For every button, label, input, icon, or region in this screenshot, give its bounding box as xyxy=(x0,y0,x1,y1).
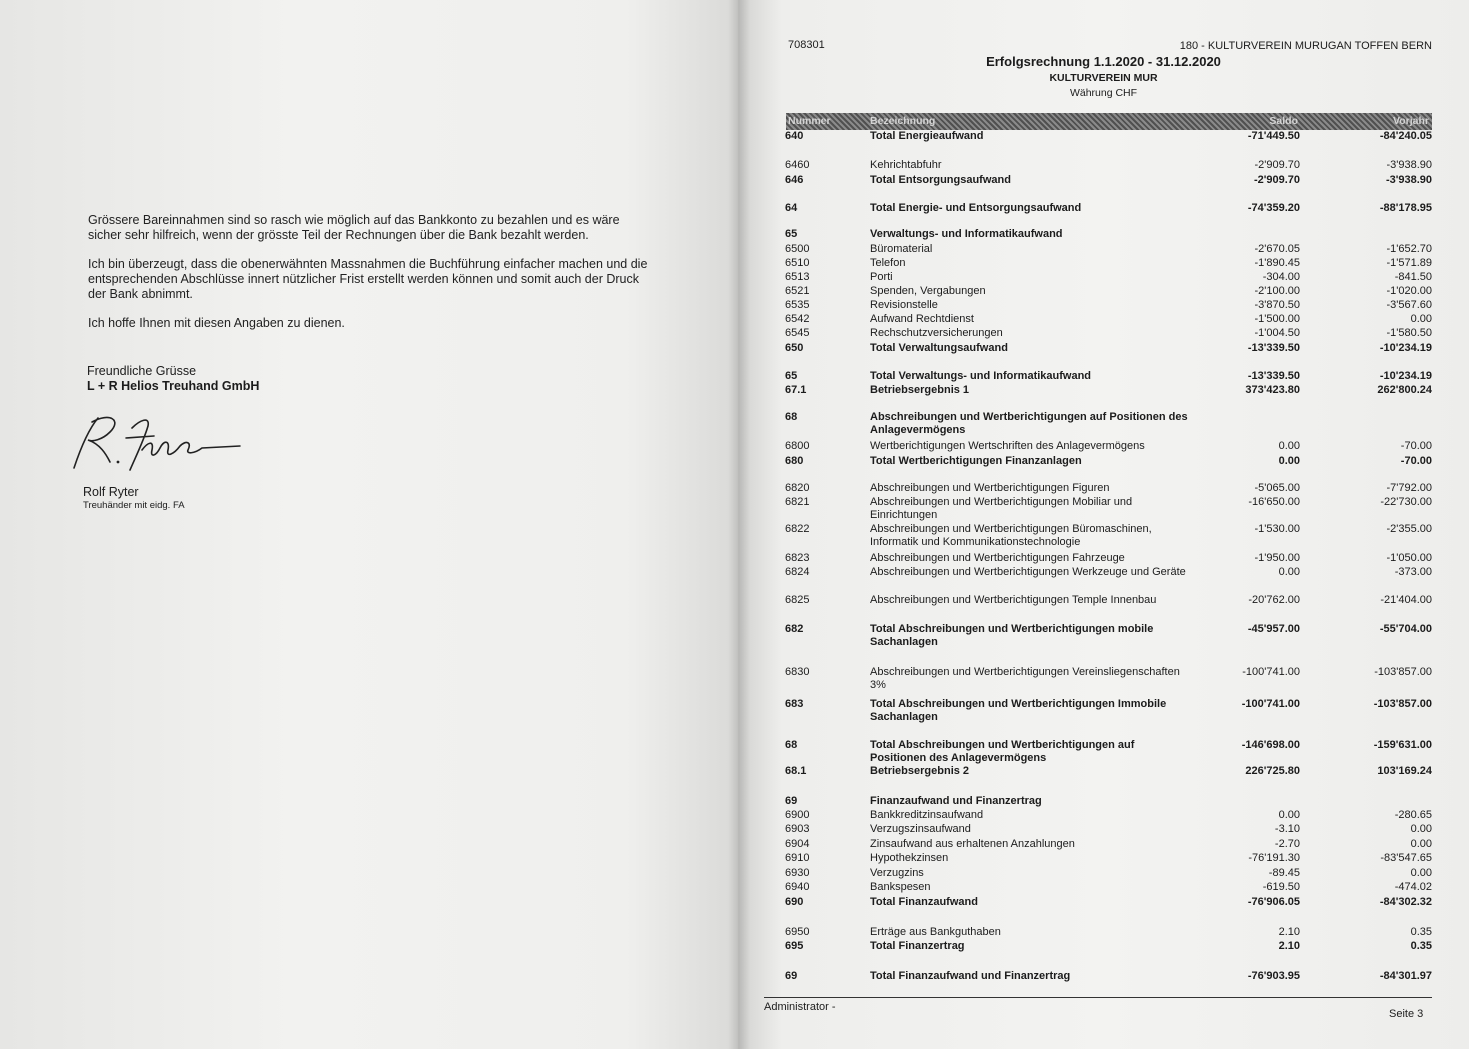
account-description: Total Energieaufwand xyxy=(870,130,984,142)
saldo-value: -89.45 xyxy=(1268,867,1300,879)
vorjahr-value: -70.00 xyxy=(1400,440,1432,452)
account-description: Aufwand Rechtdienst xyxy=(870,313,974,325)
account-description: Total Finanzaufwand xyxy=(870,896,978,908)
organization-name: 180 - KULTURVEREIN MURUGAN TOFFEN BERN xyxy=(1179,40,1432,52)
account-number: 68 xyxy=(785,739,798,751)
vorjahr-value: -280.65 xyxy=(1394,809,1432,821)
saldo-value: -76'906.05 xyxy=(1247,896,1300,908)
vorjahr-value: 103'169.24 xyxy=(1377,765,1432,777)
saldo-value: -1'004.50 xyxy=(1254,327,1300,339)
vorjahr-value: 0.00 xyxy=(1410,838,1432,850)
account-number: 67.1 xyxy=(785,384,807,396)
account-number: 680 xyxy=(785,455,804,467)
account-description: Zinsaufwand aus erhaltenen Anzahlungen xyxy=(870,838,1075,850)
account-number: 6521 xyxy=(785,285,810,297)
account-number: 6545 xyxy=(785,327,810,339)
vorjahr-value: -84'302.32 xyxy=(1379,896,1432,908)
saldo-value: -3'870.50 xyxy=(1254,299,1300,311)
account-description: Verzugszinsaufwand xyxy=(870,823,971,835)
saldo-value: -3.10 xyxy=(1274,823,1300,835)
account-number: 6513 xyxy=(785,271,810,283)
saldo-value: -2'670.05 xyxy=(1254,243,1300,255)
saldo-value: -76'191.30 xyxy=(1248,852,1300,864)
saldo-value: -2.70 xyxy=(1274,838,1300,850)
saldo-value: -74'359.20 xyxy=(1247,202,1300,214)
account-number: 6510 xyxy=(785,257,810,269)
saldo-value: -13'339.50 xyxy=(1247,370,1300,382)
vorjahr-value: -2'355.00 xyxy=(1386,523,1432,535)
account-description: Total Abschreibungen und Wertberichtigungen auf Positionen des Anlagevermögens xyxy=(870,739,1135,764)
account-description: Abschreibungen und Wertberichtigungen Vereinsliegenschaften 3% xyxy=(870,666,1180,691)
firm-name: L + R Helios Treuhand GmbH xyxy=(87,379,260,393)
account-description: Abschreibungen und Wertberichtigungen Büromaschinen, Informatik und Kommunikationstechnologie xyxy=(870,523,1152,548)
saldo-value: -13'339.50 xyxy=(1247,342,1300,354)
vorjahr-value: -3'567.60 xyxy=(1386,299,1432,311)
account-number: 6950 xyxy=(785,926,810,938)
account-number: 6500 xyxy=(785,243,810,255)
account-description: Finanzaufwand und Finanzertrag xyxy=(870,795,1042,807)
account-description: Total Verwaltungsaufwand xyxy=(870,342,1008,354)
vorjahr-value: -1'652.70 xyxy=(1386,243,1432,255)
saldo-value: -100'741.00 xyxy=(1241,698,1300,710)
account-number: 6823 xyxy=(785,552,810,564)
account-description: Abschreibungen und Wertberichtigungen Temple Innenbau xyxy=(870,594,1157,606)
saldo-value: -20'762.00 xyxy=(1248,594,1300,606)
letter-paragraph: Ich hoffe Ihnen mit diesen Angaben zu dienen. xyxy=(88,316,345,330)
account-description: Betriebsergebnis 2 xyxy=(870,765,970,777)
account-number: 690 xyxy=(785,896,804,908)
vorjahr-value: -1'580.50 xyxy=(1386,327,1432,339)
account-description: Total Wertberichtigungen Finanzanlagen xyxy=(870,455,1082,467)
account-number: 6903 xyxy=(785,823,810,835)
account-description: Wertberichtigungen Wertschriften des Anlagevermögens xyxy=(870,440,1145,452)
vorjahr-value: 0.35 xyxy=(1410,940,1432,952)
account-number: 6930 xyxy=(785,867,810,879)
account-description: Abschreibungen und Wertberichtigungen auf Positionen des Anlagevermögens xyxy=(870,411,1188,436)
account-description: Porti xyxy=(870,271,893,283)
saldo-value: 373'423.80 xyxy=(1245,384,1300,396)
report-page xyxy=(738,0,1469,1049)
saldo-value: -45'957.00 xyxy=(1247,623,1300,635)
vorjahr-value: 0.00 xyxy=(1410,867,1432,879)
account-number: 6910 xyxy=(785,852,810,864)
account-number: 6460 xyxy=(785,159,810,171)
page-number: Seite 3 xyxy=(1389,1008,1424,1020)
account-number: 6535 xyxy=(785,299,810,311)
account-number: 6822 xyxy=(785,523,810,535)
vorjahr-value: -103'857.00 xyxy=(1373,698,1432,710)
vorjahr-value: -21'404.00 xyxy=(1380,594,1432,606)
vorjahr-value: 262'800.24 xyxy=(1377,384,1432,396)
account-description: Revisionstelle xyxy=(870,299,938,311)
account-number: 6820 xyxy=(785,482,810,494)
account-number: 68.1 xyxy=(785,765,807,777)
saldo-value: -16'650.00 xyxy=(1248,496,1300,508)
vorjahr-value: -159'631.00 xyxy=(1373,739,1432,751)
saldo-value: -1'950.00 xyxy=(1254,552,1300,564)
letter-paragraph: Ich bin überzeugt, dass die obenerwähnten Massnahmen die Buchführung einfacher machen und die entsprechenden Abschlüsse innert nützlicher Frist erstellt werden können und somit auch der Druck der Bank abnimmt. xyxy=(88,257,648,301)
account-number: 6825 xyxy=(785,594,810,606)
account-number: 646 xyxy=(785,174,804,186)
vorjahr-value: -55'704.00 xyxy=(1379,623,1432,635)
saldo-value: 2.10 xyxy=(1278,926,1300,938)
saldo-value: -5'065.00 xyxy=(1254,482,1300,494)
saldo-value: 0.00 xyxy=(1278,809,1300,821)
account-description: Bankkreditzinsaufwand xyxy=(870,809,984,821)
account-number: 68 xyxy=(785,411,798,423)
account-number: 69 xyxy=(785,795,798,807)
account-number: 6940 xyxy=(785,881,810,893)
account-number: 64 xyxy=(785,202,798,214)
letter-closing xyxy=(87,364,259,394)
saldo-value: 0.00 xyxy=(1278,455,1300,467)
account-number: 695 xyxy=(785,940,804,952)
greeting-text: Freundliche Grüsse xyxy=(87,364,197,378)
account-description: Total Entsorgungsaufwand xyxy=(870,174,1011,186)
letter-body xyxy=(88,213,648,345)
vorjahr-value: -841.50 xyxy=(1394,271,1432,283)
saldo-value: -1'500.00 xyxy=(1254,313,1300,325)
account-description: Rechschutzversicherungen xyxy=(870,327,1003,339)
account-number: 6542 xyxy=(785,313,810,325)
vorjahr-value: 0.00 xyxy=(1410,823,1432,835)
account-description: Abschreibungen und Wertberichtigungen Mobiliar und Einrichtungen xyxy=(870,496,1133,521)
saldo-value: -100'741.00 xyxy=(1242,666,1300,678)
account-description: Verzugzins xyxy=(870,867,924,879)
account-description: Abschreibungen und Wertberichtigungen Figuren xyxy=(870,482,1110,494)
account-description: Total Finanzertrag xyxy=(870,940,965,952)
saldo-value: -146'698.00 xyxy=(1241,739,1300,751)
account-description: Total Verwaltungs- und Informatikaufwand xyxy=(870,370,1092,382)
vorjahr-value: -10'234.19 xyxy=(1379,342,1432,354)
account-description: Hypothekzinsen xyxy=(870,852,949,864)
vorjahr-value: -474.02 xyxy=(1394,881,1432,893)
account-number: 640 xyxy=(785,130,804,142)
saldo-value: -2'909.70 xyxy=(1254,159,1300,171)
column-header-vorjahr: Vorjahr xyxy=(1393,115,1429,127)
signer-title: Treuhänder mit eidg. FA xyxy=(83,500,185,511)
column-header-saldo: Saldo xyxy=(1269,115,1298,127)
account-description: Total Abschreibungen und Wertberichtigungen mobile Sachanlagen xyxy=(870,623,1154,648)
table-header xyxy=(786,113,1432,130)
account-description: Total Finanzaufwand und Finanzertrag xyxy=(870,970,1071,982)
vorjahr-value: -3'938.90 xyxy=(1385,174,1432,186)
account-number: 650 xyxy=(785,342,804,354)
saldo-value: -76'903.95 xyxy=(1247,970,1300,982)
report-code: 708301 xyxy=(788,39,825,51)
account-description: Abschreibungen und Wertberichtigungen Werkzeuge und Geräte xyxy=(870,566,1186,578)
saldo-value: 0.00 xyxy=(1278,566,1300,578)
vorjahr-value: -3'938.90 xyxy=(1386,159,1432,171)
account-number: 683 xyxy=(785,698,804,710)
signer-block xyxy=(83,485,185,512)
vorjahr-value: -373.00 xyxy=(1394,566,1432,578)
account-description: Betriebsergebnis 1 xyxy=(870,384,970,396)
footer-divider xyxy=(764,997,1432,998)
column-header-nummer: Nummer xyxy=(788,115,831,127)
saldo-value: -619.50 xyxy=(1262,881,1300,893)
account-number: 65 xyxy=(785,228,798,240)
account-number: 6800 xyxy=(785,440,810,452)
saldo-value: -304.00 xyxy=(1262,271,1300,283)
account-number: 6900 xyxy=(785,809,810,821)
account-description: Abschreibungen und Wertberichtigungen Fahrzeuge xyxy=(870,552,1125,564)
account-number: 6821 xyxy=(785,496,810,508)
saldo-value: 0.00 xyxy=(1278,440,1300,452)
saldo-value: -1'530.00 xyxy=(1254,523,1300,535)
account-description: Spenden, Vergabungen xyxy=(870,285,986,297)
report-subtitle: KULTURVEREIN MUR xyxy=(1049,72,1158,84)
account-number: 6904 xyxy=(785,838,810,850)
vorjahr-value: -10'234.19 xyxy=(1379,370,1432,382)
page-fold xyxy=(728,0,750,1049)
report-currency: Währung CHF xyxy=(1069,87,1138,99)
account-description: Total Abschreibungen und Wertberichtigungen Immobile Sachanlagen xyxy=(870,698,1167,723)
account-description: Kehrichtabfuhr xyxy=(870,159,942,171)
vorjahr-value: -88'178.95 xyxy=(1379,202,1432,214)
vorjahr-value: 0.00 xyxy=(1410,313,1432,325)
account-number: 6824 xyxy=(785,566,810,578)
signer-name: Rolf Ryter xyxy=(83,485,139,499)
account-description: Telefon xyxy=(870,257,906,269)
report-title: Erfolgsrechnung 1.1.2020 - 31.12.2020 xyxy=(986,54,1221,69)
saldo-value: -71'449.50 xyxy=(1247,130,1300,142)
vorjahr-value: -103'857.00 xyxy=(1374,666,1432,678)
handwritten-signature xyxy=(70,410,250,480)
account-description: Verwaltungs- und Informatikaufwand xyxy=(870,228,1063,240)
account-description: Erträge aus Bankguthaben xyxy=(870,926,1001,938)
vorjahr-value: -1'020.00 xyxy=(1386,285,1432,297)
vorjahr-value: -1'050.00 xyxy=(1386,552,1432,564)
account-number: 69 xyxy=(785,970,798,982)
vorjahr-value: -1'571.89 xyxy=(1386,257,1432,269)
saldo-value: 2.10 xyxy=(1278,940,1300,952)
vorjahr-value: -84'240.05 xyxy=(1379,130,1432,142)
vorjahr-value: -83'547.65 xyxy=(1380,852,1432,864)
footer-author: Administrator - xyxy=(764,1001,836,1013)
saldo-value: 226'725.80 xyxy=(1245,765,1300,777)
column-header-bezeichnung: Bezeichnung xyxy=(870,115,936,127)
account-number: 6830 xyxy=(785,666,810,678)
account-number: 65 xyxy=(785,370,798,382)
vorjahr-value: -7'792.00 xyxy=(1386,482,1432,494)
account-description: Total Energie- und Entsorgungsaufwand xyxy=(870,202,1082,214)
saldo-value: -1'890.45 xyxy=(1254,257,1300,269)
vorjahr-value: -84'301.97 xyxy=(1379,970,1432,982)
vorjahr-value: -70.00 xyxy=(1400,455,1432,467)
vorjahr-value: -22'730.00 xyxy=(1380,496,1432,508)
vorjahr-value: 0.35 xyxy=(1410,926,1432,938)
saldo-value: -2'100.00 xyxy=(1254,285,1300,297)
account-description: Büromaterial xyxy=(870,243,933,255)
saldo-value: -2'909.70 xyxy=(1253,174,1300,186)
account-number: 682 xyxy=(785,623,804,635)
account-description: Bankspesen xyxy=(870,881,931,893)
letter-paragraph: Grössere Bareinnahmen sind so rasch wie möglich auf das Bankkonto zu bezahlen und es wäre sicher sehr hilfreich, wenn der grösste Teil der Rechnungen über die Bank bezahlt werden. xyxy=(88,213,620,242)
